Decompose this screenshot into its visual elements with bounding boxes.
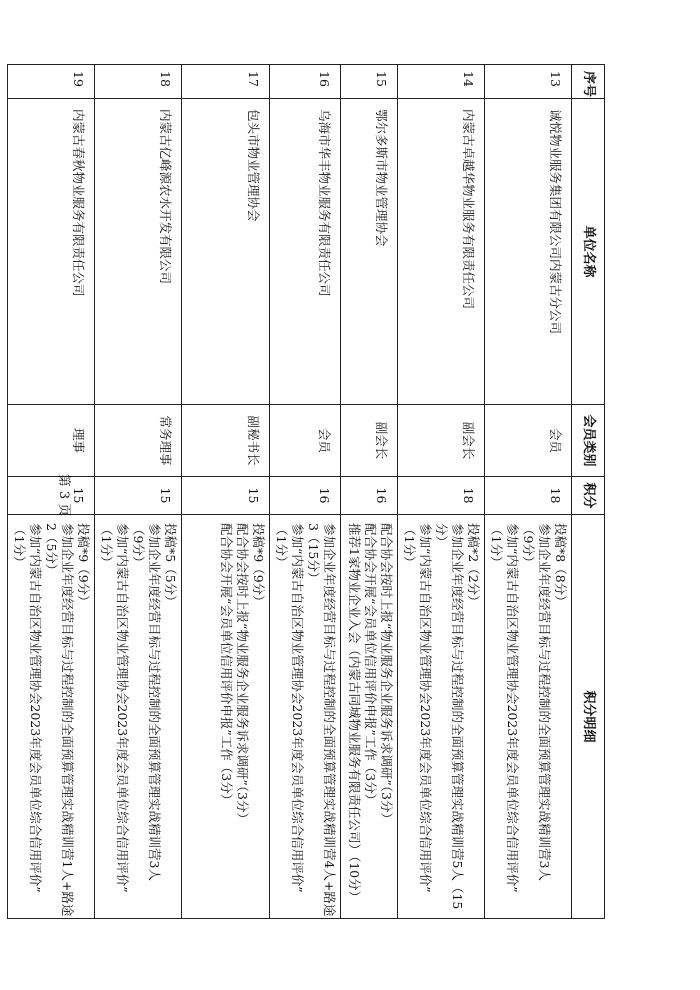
row-score-detail [95, 515, 182, 919]
row-unit-name: 包头市物业管理协会 [182, 99, 270, 405]
row-member-type: 副会长 [398, 405, 485, 477]
table-row [95, 65, 182, 919]
score-detail-line: （1分） [402, 523, 417, 569]
table-row [8, 65, 95, 919]
row-score: 15 [95, 477, 182, 515]
score-detail-line: 参加“内蒙古自治区物业管理协会2023年度会员单位综合信用评价” [28, 523, 43, 893]
score-detail-line: （1分） [99, 523, 114, 569]
row-unit-name: 内蒙古卓越华物业服务有限责任公司 [398, 99, 485, 405]
score-detail-line: 参加企业年度经营目标与过程控制的全面预算管理实战精训营1人+路途 [60, 523, 75, 917]
table-row [398, 65, 485, 919]
score-detail-line: 投稿*9（9分） [76, 523, 91, 608]
row-member-type: 副秘书长 [182, 405, 270, 477]
row-no: 19 [8, 65, 95, 99]
score-detail-line: 参加“内蒙古自治区物业管理协会2023年度会员单位综合信用评价” [115, 523, 130, 893]
row-score-detail [270, 515, 341, 919]
score-detail-line: 投稿*8（8分） [553, 523, 568, 608]
row-no: 18 [95, 65, 182, 99]
score-detail-line: 参加企业年度经营目标与过程控制的全面预算管理实战精训营4人+路途 [322, 523, 337, 917]
score-detail-line: 参加“内蒙古自治区物业管理协会2023年度会员单位综合信用评价” [290, 523, 305, 893]
table-row [485, 65, 572, 919]
row-no: 14 [398, 65, 485, 99]
row-no: 17 [182, 65, 270, 99]
header-name: 单位名称 [572, 99, 605, 405]
score-detail-line: 配合协会按时上报“物业服务企业服务诉求调研”（3分） [235, 523, 250, 825]
row-score-detail [398, 515, 485, 919]
row-score: 15 [8, 477, 95, 515]
table-row [270, 65, 341, 919]
row-score-detail [485, 515, 572, 919]
row-member-type: 会员 [485, 405, 572, 477]
score-detail-line: （1分） [274, 523, 289, 569]
table-row [341, 65, 398, 919]
score-detail-line: 投稿*9（9分） [251, 523, 266, 608]
score-table [7, 64, 605, 919]
score-detail-line: 投稿*5（5分） [163, 523, 178, 608]
row-unit-name: 内蒙古春秋物业服务有限责任公司 [8, 99, 95, 405]
score-detail-line: 参加“内蒙古自治区物业管理协会2023年度会员单位综合信用评价” [418, 523, 433, 893]
row-score: 18 [485, 477, 572, 515]
header-detail: 积分明细 [572, 515, 605, 919]
score-detail-line: （1分） [12, 523, 27, 569]
row-score: 16 [270, 477, 341, 515]
score-detail-line: 2（5分） [44, 523, 59, 577]
row-score: 16 [341, 477, 398, 515]
header-score: 积分 [572, 477, 605, 515]
row-score-detail [182, 515, 270, 919]
row-unit-name: 鄂尔多斯市物业管理协会 [341, 99, 398, 405]
table-row [182, 65, 270, 919]
row-unit-name: 乌海市华丰物业服务有限责任公司 [270, 99, 341, 405]
page-number: 第 3 页 [56, 473, 71, 517]
score-detail-line: 配合协会开展“会员单位信用评价申报”工作（3分） [363, 523, 378, 807]
row-score-detail [341, 515, 398, 919]
score-detail-line: 投稿*2（2分） [466, 523, 481, 608]
row-score-detail [8, 515, 95, 919]
row-member-type: 常务理事 [95, 405, 182, 477]
table-header-row [572, 65, 605, 919]
row-member-type: 副会长 [341, 405, 398, 477]
score-detail-line: （1分） [489, 523, 504, 569]
row-score: 15 [182, 477, 270, 515]
score-detail-line: 参加企业年度经营目标与过程控制的全面预算管理实战精训营3人 [147, 523, 162, 881]
row-unit-name: 内蒙古亿峰源农水开发有限公司 [95, 99, 182, 405]
score-detail-line: 配合协会开展“会员单位信用评价申报”工作（3分） [219, 523, 234, 807]
score-detail-line: （9分） [131, 523, 146, 569]
row-member-type: 理事 [8, 405, 95, 477]
header-no: 序号 [572, 65, 605, 99]
score-detail-line: 参加企业年度经营目标与过程控制的全面预算管理实战精训营5人（15 [450, 523, 465, 910]
row-member-type: 会员 [270, 405, 341, 477]
row-no: 16 [270, 65, 341, 99]
score-detail-line: 参加“内蒙古自治区物业管理协会2023年度会员单位综合信用评价” [505, 523, 520, 893]
score-detail-line: 推荐1家物业企业入会（内蒙古同城物业服务有限责任公司）（10分） [347, 523, 362, 904]
row-score: 18 [398, 477, 485, 515]
score-detail-line: （9分） [521, 523, 536, 569]
score-detail-line: 分） [434, 523, 449, 549]
score-detail-line: 配合协会按时上报“物业服务企业服务诉求调研”（3分） [379, 523, 394, 825]
score-detail-line: 参加企业年度经营目标与过程控制的全面预算管理实战精训营3人 [537, 523, 552, 881]
row-no: 13 [485, 65, 572, 99]
header-type: 会员类别 [572, 405, 605, 477]
row-unit-name: 诚悦物业服务集团有限公司内蒙古分公司 [485, 99, 572, 405]
score-detail-line: 3（15分） [306, 523, 321, 585]
row-no: 15 [341, 65, 398, 99]
